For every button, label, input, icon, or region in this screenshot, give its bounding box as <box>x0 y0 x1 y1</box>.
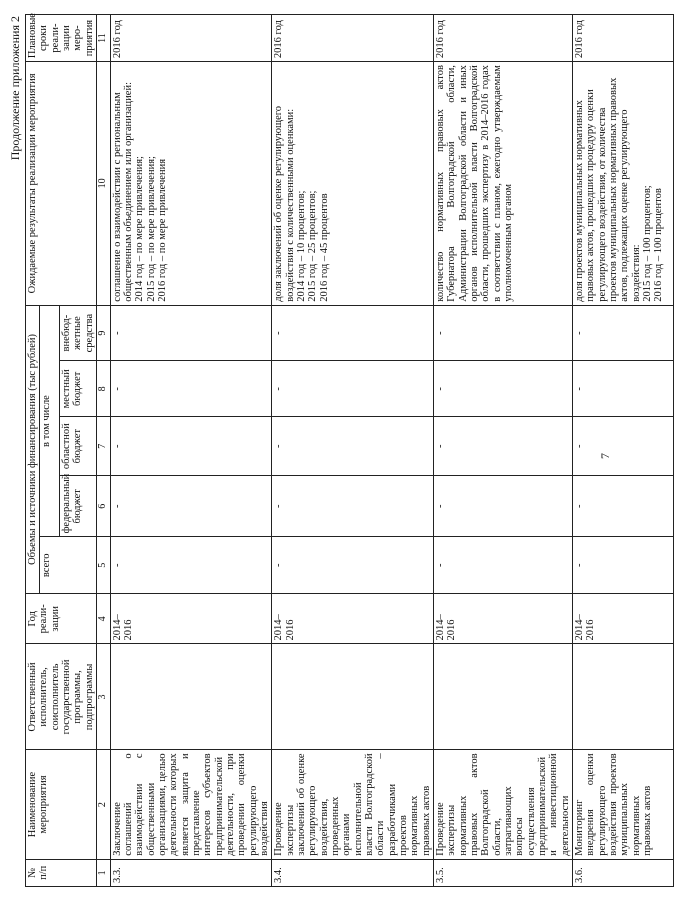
header-including: в том числе <box>40 305 60 537</box>
table-row <box>572 15 673 887</box>
row-name: Проведение экспертизы нормативных правовых актов Волгоградской области, затрагивающих вопросы осуществления предпринимательской и инвестиционной деятельности <box>433 750 572 859</box>
row-local: - <box>572 361 673 417</box>
row-local: - <box>272 361 434 417</box>
row-local: - <box>110 361 272 417</box>
header-funding: Объемы и источники финансирования (тыс рублей) <box>26 305 40 593</box>
row-offbudget: - <box>110 305 272 361</box>
column-number: 8 <box>96 361 110 417</box>
table-row <box>272 15 434 887</box>
column-number: 7 <box>96 417 110 476</box>
row-num: 3.4. <box>272 859 434 886</box>
row-year: 2014–2016 <box>110 594 272 644</box>
header-responsible: Ответственный исполнитель, соисполнитель государственной программы, подпрограммы <box>26 644 97 750</box>
row-deadline: 2016 год <box>572 15 673 62</box>
row-offbudget: - <box>433 305 572 361</box>
measures-table <box>25 14 674 887</box>
header-deadline: Плановые сроки реали-зации меро-приятия <box>26 15 97 62</box>
page-number: 7 <box>598 453 612 459</box>
row-federal: - <box>433 476 572 537</box>
row-num: 3.3. <box>110 859 272 886</box>
row-responsible <box>110 644 272 750</box>
row-responsible <box>433 644 572 750</box>
header-federal: федеральный бюджет <box>59 476 96 537</box>
column-number: 2 <box>96 750 110 859</box>
row-total: - <box>572 537 673 594</box>
column-number: 10 <box>96 62 110 306</box>
column-number: 4 <box>96 594 110 644</box>
row-total: - <box>433 537 572 594</box>
row-result: доля заключений об оценке регулирующего воздействия с количественными оценками: 2014 год – 10 процентов; 2015 год – 25 процентов; 2016 год – 45 процентов <box>272 62 434 306</box>
header-offbudget: внебюд-жетные средства <box>59 305 96 361</box>
header-local: местный бюджет <box>59 361 96 417</box>
row-total: - <box>110 537 272 594</box>
row-result: доля проектов муниципальных нормативных правовых актов, прошедших процедуру оценки регулирующего воздействия, от количества проектов муниципальных нормативных правовых актов, подлежащих оценке регулирующего воздействия: 2015 год – 100 процентов; 2016 год – 100 процентов <box>572 62 673 306</box>
header-total: всего <box>40 537 97 594</box>
row-num: 3.6. <box>572 859 673 886</box>
row-regional: - <box>110 417 272 476</box>
row-federal: - <box>272 476 434 537</box>
row-responsible <box>572 644 673 750</box>
column-numbers-row <box>96 15 110 887</box>
column-number: 6 <box>96 476 110 537</box>
row-deadline: 2016 год <box>110 15 272 62</box>
table-row <box>433 15 572 887</box>
row-responsible <box>272 644 434 750</box>
row-regional: - <box>572 417 673 476</box>
header-year: Год реали-зации <box>26 594 97 644</box>
column-number: 9 <box>96 305 110 361</box>
header-result: Ожидаемые результаты реализации мероприятия <box>26 62 97 306</box>
row-name: Мониторинг внедрения оценки регулирующего воздействия проектов муниципальных нормативных правовых актов <box>572 750 673 859</box>
table-row <box>110 15 272 887</box>
row-year: 2014–2016 <box>272 594 434 644</box>
row-local: - <box>433 361 572 417</box>
header-name: Наименование мероприятия <box>26 750 97 859</box>
row-result: количество нормативных правовых актов Губернатора Волгоградской области, Администрации Волгоградской области и иных органов исполнительной власти Волгоградской области, прошедших экспертизу в 2014–2016 годах в соответствии с планом, ежегодно утверждаемым уполномоченным органом <box>433 62 572 306</box>
row-federal: - <box>572 476 673 537</box>
row-regional: - <box>272 417 434 476</box>
appendix-title: Продолжение приложения 2 <box>8 16 22 161</box>
row-year: 2014–2016 <box>433 594 572 644</box>
column-number: 3 <box>96 644 110 750</box>
row-name: Заключение соглашений о взаимодействии с общественными организациями, целью деятельности которых является защита и представление интересов субъектов предпринимательской деятельности, при проведении оценки регулирующего воздействия <box>110 750 272 859</box>
header-regional: областной бюджет <box>59 417 96 476</box>
row-result: соглашение о взаимодействии с региональным общественным объединением или организацией: 2014 год – по мере привлечения; 2015 год – по мере привлечения; 2016 год – по мере привлечения <box>110 62 272 306</box>
row-deadline: 2016 год <box>272 15 434 62</box>
row-offbudget: - <box>272 305 434 361</box>
row-deadline: 2016 год <box>433 15 572 62</box>
column-number: 1 <box>96 859 110 886</box>
row-federal: - <box>110 476 272 537</box>
row-regional: - <box>433 417 572 476</box>
column-number: 5 <box>96 537 110 594</box>
row-offbudget: - <box>572 305 673 361</box>
header-num: № п/п <box>26 859 97 886</box>
row-name: Проведение экспертизы заключений об оценке регулирующего воздействия, проведенных органами исполнительной власти Волгоградской области – разработчиками проектов нормативных правовых актов <box>272 750 434 859</box>
row-num: 3.5. <box>433 859 572 886</box>
row-year: 2014–2016 <box>572 594 673 644</box>
column-number: 11 <box>96 15 110 62</box>
row-total: - <box>272 537 434 594</box>
